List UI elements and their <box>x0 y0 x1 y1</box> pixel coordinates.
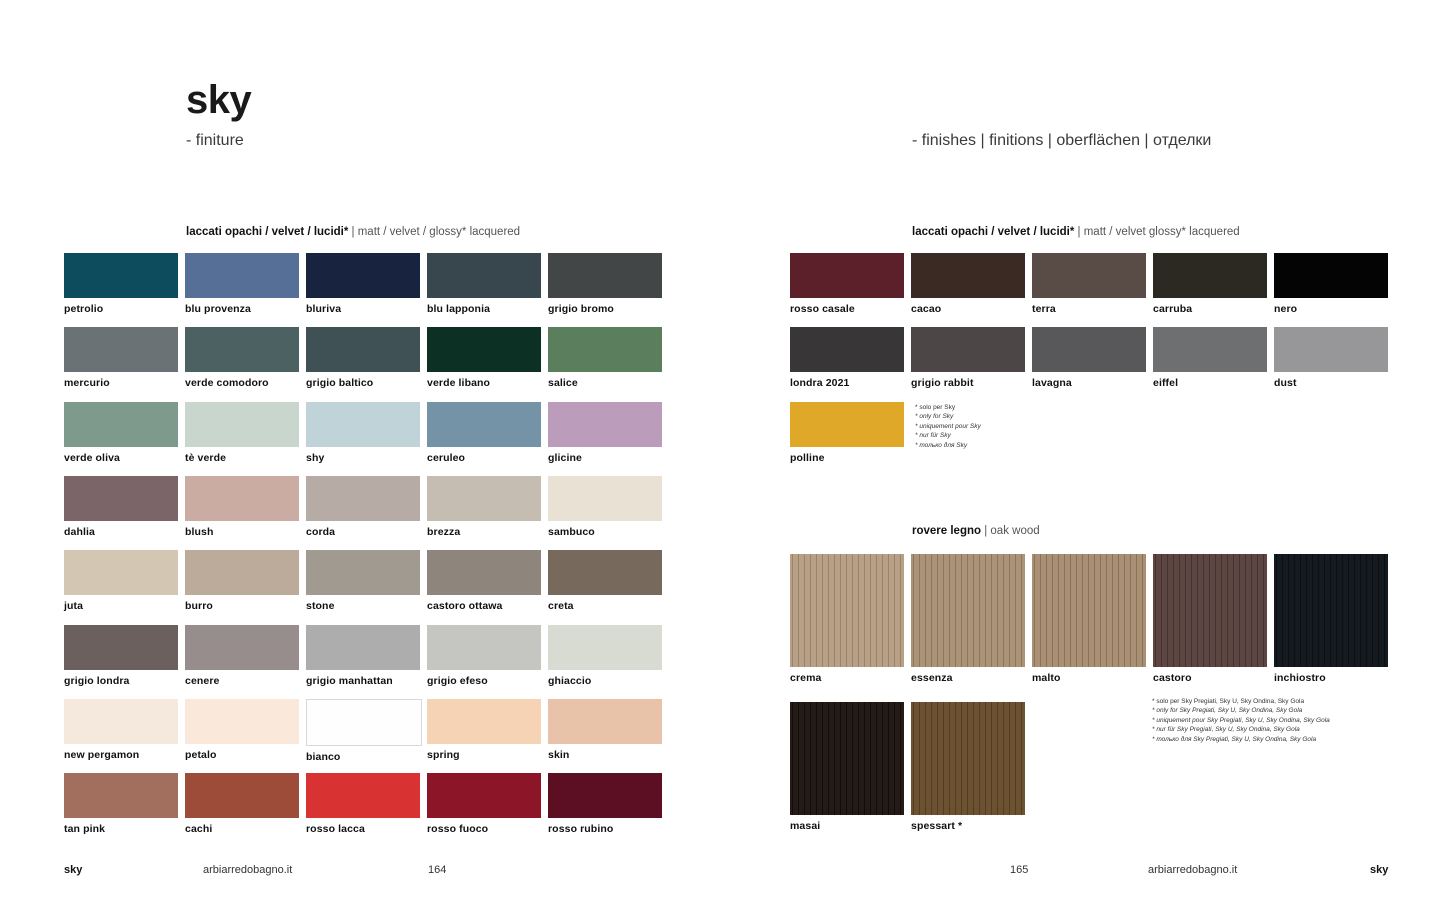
color-swatch <box>64 402 178 464</box>
color-swatch <box>911 702 1025 832</box>
footnote-line: * only for Sky Pregiati, Sky U, Sky Ondina, Sky Gola <box>1152 707 1303 715</box>
swatch-label: burro <box>185 600 213 613</box>
color-swatch <box>185 625 299 687</box>
color-swatch <box>1274 253 1388 315</box>
color-swatch <box>1153 554 1267 684</box>
swatch-chip <box>306 253 420 298</box>
footnote-line: * uniquement pour Sky Pregiati, Sky U, Sky Ondina, Sky Gola <box>1152 716 1330 724</box>
color-swatch <box>548 476 662 538</box>
swatch-chip <box>306 402 420 447</box>
color-swatch <box>911 327 1025 389</box>
swatch-chip <box>185 773 299 818</box>
swatch-label: spessart * <box>911 820 963 832</box>
swatch-chip <box>548 327 662 372</box>
section-heading-right-bold: laccati opachi / velvet / lucidi* <box>912 226 1075 238</box>
swatch-label: brezza <box>427 525 461 538</box>
swatch-chip <box>185 327 299 372</box>
swatch-label: rosso fuoco <box>427 823 489 836</box>
color-swatch <box>64 476 178 538</box>
swatch-chip <box>548 476 662 521</box>
swatch-chip <box>548 550 662 595</box>
footer-left-page-number: 164 <box>428 864 447 876</box>
swatch-label: skin <box>548 748 570 761</box>
footer-right-brand: sky <box>1370 864 1389 876</box>
color-swatch <box>790 554 904 684</box>
section-heading-right-lacquered <box>912 226 1240 238</box>
swatch-label: sambuco <box>548 525 595 538</box>
swatch-chip <box>790 327 904 372</box>
color-swatch <box>1274 554 1388 684</box>
swatch-label: verde libano <box>427 377 491 390</box>
color-swatch <box>548 625 662 687</box>
swatch-chip <box>185 625 299 670</box>
swatch-chip <box>306 773 420 818</box>
swatch-chip <box>1153 554 1267 667</box>
swatch-chip <box>790 253 904 298</box>
swatch-chip <box>427 253 541 298</box>
swatch-chip <box>306 476 420 521</box>
swatch-label: grigio manhattan <box>306 674 393 687</box>
swatch-chip <box>64 625 178 670</box>
swatch-chip <box>306 625 420 670</box>
swatch-chip <box>1153 327 1267 372</box>
swatch-chip <box>427 402 541 447</box>
swatch-label: cenere <box>185 674 220 687</box>
swatch-label: masai <box>790 820 821 832</box>
color-swatch <box>548 773 662 835</box>
swatch-chip <box>185 402 299 447</box>
footnote-line: * только для Sky Pregiati, Sky U, Sky Ondina, Sky Gola <box>1152 735 1317 743</box>
swatch-label: castoro <box>1153 672 1192 684</box>
color-swatch <box>790 327 904 389</box>
swatch-label: ghiaccio <box>548 674 592 687</box>
color-swatch <box>790 253 904 315</box>
swatch-chip <box>64 773 178 818</box>
swatch-label: tè verde <box>185 451 227 464</box>
swatch-chip <box>911 253 1025 298</box>
color-swatch <box>548 253 662 315</box>
swatch-label: dust <box>1274 377 1297 390</box>
page-subtitle-right: - finishes | finitions | oberflächen | отделки <box>912 132 1212 149</box>
swatch-chip <box>1274 554 1388 667</box>
color-swatch <box>548 699 662 761</box>
swatch-chip <box>185 550 299 595</box>
footer-left-brand: sky <box>64 864 83 876</box>
swatch-label: essenza <box>911 672 953 684</box>
swatch-chip <box>64 550 178 595</box>
swatch-label: blush <box>185 525 214 538</box>
swatch-label: polline <box>790 451 825 464</box>
section-heading-wood-bold: rovere legno <box>912 525 982 537</box>
page-title: sky <box>186 78 252 122</box>
swatch-chip <box>548 402 662 447</box>
color-swatch <box>64 550 178 612</box>
swatch-label: corda <box>306 525 336 538</box>
swatch-chip <box>1153 253 1267 298</box>
swatch-chip <box>64 402 178 447</box>
swatch-chip <box>548 253 662 298</box>
swatch-chip <box>185 476 299 521</box>
color-swatch <box>427 699 541 761</box>
swatch-label: shy <box>306 451 325 464</box>
swatch-chip <box>911 702 1025 815</box>
swatch-label: carruba <box>1153 303 1193 315</box>
color-swatch <box>306 476 420 538</box>
color-swatch <box>427 476 541 538</box>
swatch-label: bianco <box>306 750 341 763</box>
color-swatch <box>790 402 904 464</box>
swatch-label: rosso casale <box>790 303 855 315</box>
color-swatch <box>1274 327 1388 389</box>
swatch-label: ceruleo <box>427 451 466 464</box>
swatch-label: tan pink <box>64 823 106 836</box>
color-swatch <box>64 699 178 761</box>
color-swatch <box>1153 253 1267 315</box>
footer-right-site: arbiarredobagno.it <box>1148 864 1238 876</box>
color-swatch <box>427 402 541 464</box>
swatch-chip <box>64 253 178 298</box>
swatch-chip <box>1032 253 1146 298</box>
swatch-label: bluriva <box>306 303 342 315</box>
color-swatch <box>306 773 420 835</box>
swatch-label: grigio baltico <box>306 377 374 390</box>
swatch-label: eiffel <box>1153 377 1179 390</box>
color-swatch <box>185 699 299 761</box>
swatch-label: blu lapponia <box>427 303 491 315</box>
swatch-chip <box>1032 554 1146 667</box>
swatch-label: creta <box>548 600 574 613</box>
color-swatch <box>911 554 1025 684</box>
section-heading-wood-rest: | oak wood <box>981 525 1040 537</box>
swatch-label: terra <box>1032 303 1056 315</box>
section-heading-right-rest: | matt / velvet glossy* lacquered <box>1074 226 1240 238</box>
color-swatch <box>548 402 662 464</box>
footer-left-site: arbiarredobagno.it <box>203 864 293 876</box>
color-swatch <box>64 625 178 687</box>
color-swatch <box>427 550 541 612</box>
swatch-label: stone <box>306 600 335 613</box>
swatch-chip <box>64 699 178 744</box>
footnote-line: * только для Sky <box>915 441 968 449</box>
color-swatch <box>185 327 299 389</box>
section-heading-left-bold: laccati opachi / velvet / lucidi* <box>186 226 349 238</box>
color-swatch <box>548 327 662 389</box>
swatch-label: lavagna <box>1032 377 1072 390</box>
swatch-label: spring <box>427 748 460 761</box>
color-swatch <box>64 773 178 835</box>
swatch-chip <box>427 476 541 521</box>
swatch-label: cachi <box>185 823 213 836</box>
swatch-chip <box>306 550 420 595</box>
color-swatch <box>185 773 299 835</box>
swatch-label: juta <box>64 600 84 613</box>
swatch-label: crema <box>790 672 822 684</box>
polline-footnote <box>915 403 981 450</box>
swatch-chip <box>427 327 541 372</box>
swatch-chip <box>548 625 662 670</box>
swatch-label: petalo <box>185 748 217 761</box>
swatch-label: nero <box>1274 303 1298 315</box>
color-swatch <box>306 402 420 464</box>
swatch-label: rosso lacca <box>306 823 365 836</box>
swatch-label: grigio rabbit <box>911 377 974 390</box>
swatch-chip <box>1274 327 1388 372</box>
color-swatch <box>185 476 299 538</box>
color-swatch <box>427 625 541 687</box>
color-swatch <box>306 550 420 612</box>
swatch-chip <box>427 550 541 595</box>
swatch-chip <box>306 699 422 746</box>
swatch-label: castoro ottawa <box>427 600 503 613</box>
color-swatch <box>306 253 420 315</box>
footer-right-page-number: 165 <box>1010 864 1029 876</box>
color-swatch <box>306 699 422 763</box>
footnote-line: * solo per Sky Pregiati, Sky U, Sky Ondina, Sky Gola <box>1152 698 1305 705</box>
swatch-chip <box>64 476 178 521</box>
swatch-chip <box>548 773 662 818</box>
color-swatch <box>1032 327 1146 389</box>
section-heading-left-rest: | matt / velvet / glossy* lacquered <box>348 226 521 238</box>
swatch-chip <box>790 702 904 815</box>
color-swatch <box>306 625 420 687</box>
section-heading-wood <box>912 525 1040 537</box>
swatch-label: verde oliva <box>64 451 120 464</box>
wood-footnote <box>1152 697 1330 744</box>
color-swatch <box>790 702 904 832</box>
color-swatch <box>1032 554 1146 684</box>
swatch-label: blu provenza <box>185 303 251 315</box>
swatch-label: verde comodoro <box>185 377 269 390</box>
swatch-chip <box>1032 327 1146 372</box>
swatch-chip <box>306 327 420 372</box>
swatch-label: londra 2021 <box>790 377 850 390</box>
page-subtitle-left: - finiture <box>186 132 244 149</box>
color-swatch <box>64 327 178 389</box>
swatch-label: petrolio <box>64 303 104 315</box>
swatch-chip <box>427 773 541 818</box>
swatch-label: dahlia <box>64 525 95 538</box>
color-swatch <box>306 327 420 389</box>
swatch-label: cacao <box>911 303 942 315</box>
color-swatch <box>548 550 662 612</box>
color-swatch <box>911 253 1025 315</box>
swatch-chip <box>64 327 178 372</box>
swatch-chip <box>427 699 541 744</box>
color-swatch <box>64 253 178 315</box>
swatch-label: grigio bromo <box>548 303 614 315</box>
swatch-chip <box>548 699 662 744</box>
swatch-chip <box>911 327 1025 372</box>
swatch-label: rosso rubino <box>548 823 614 836</box>
swatch-label: glicine <box>548 451 582 464</box>
swatch-label: inchiostro <box>1274 672 1326 684</box>
swatch-chip <box>790 554 904 667</box>
footnote-line: * only for Sky <box>915 413 954 421</box>
swatch-label: new pergamon <box>64 748 140 761</box>
color-swatch <box>427 327 541 389</box>
color-swatch <box>1032 253 1146 315</box>
color-swatch <box>185 402 299 464</box>
swatch-label: grigio efeso <box>427 674 488 687</box>
footnote-line: * solo per Sky <box>915 404 956 411</box>
footnote-line: * nur für Sky Pregiati, Sky U, Sky Ondina, Sky Gola <box>1152 726 1300 734</box>
swatch-chip <box>427 625 541 670</box>
swatch-chip <box>185 253 299 298</box>
swatch-chip <box>185 699 299 744</box>
swatch-label: salice <box>548 377 578 390</box>
color-swatch <box>185 253 299 315</box>
color-swatch <box>427 773 541 835</box>
footnote-line: * uniquement pour Sky <box>915 422 981 430</box>
swatch-label: grigio londra <box>64 674 130 687</box>
swatch-chip <box>911 554 1025 667</box>
swatch-label: malto <box>1032 672 1061 684</box>
swatch-chip <box>1274 253 1388 298</box>
section-heading-left-lacquered <box>186 226 520 238</box>
color-swatch <box>427 253 541 315</box>
color-swatch <box>1153 327 1267 389</box>
color-swatch <box>185 550 299 612</box>
swatch-label: mercurio <box>64 377 110 390</box>
swatch-chip <box>790 402 904 447</box>
footnote-line: * nur für Sky <box>915 432 951 440</box>
